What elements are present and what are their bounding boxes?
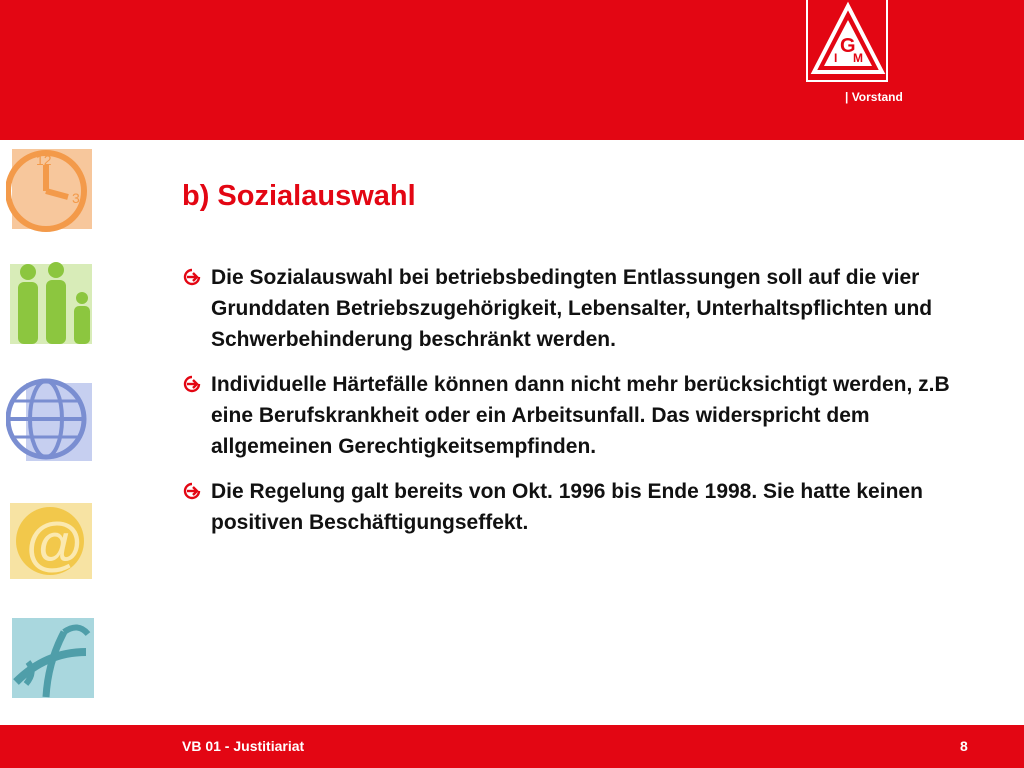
bullet-item xyxy=(182,262,982,355)
plant-icon xyxy=(6,612,96,702)
arrow-bullet-icon xyxy=(182,267,202,287)
svg-text:M: M xyxy=(853,51,863,65)
igm-logo xyxy=(806,0,888,82)
bullet-text: Die Sozialauswahl bei betriebsbedingten Entlassungen soll auf die vier Grunddaten Betriebszugehörigkeit, Lebensalter, Unterhaltspflichten und Schwerbehinderung beschränkt werden. xyxy=(211,266,933,351)
bullet-text: Individuelle Härtefälle können dann nicht mehr berücksichtigt werden, z.B eine Berufskrankheit oder ein Arbeitsunfall. Das widerspricht dem allgemeinen Gerechtigkeitsempfinden. xyxy=(211,373,950,458)
svg-text:G: G xyxy=(840,35,856,57)
globe-icon xyxy=(6,377,96,467)
svg-text:@: @ xyxy=(26,511,83,576)
slide-title: b) Sozialauswahl xyxy=(182,180,416,212)
family-icon xyxy=(6,258,96,348)
header-bar xyxy=(0,0,1024,140)
svg-text:12: 12 xyxy=(36,152,52,168)
at-sign-icon xyxy=(6,497,96,587)
bullet-item xyxy=(182,369,982,462)
department-label: | Vorstand xyxy=(845,90,903,104)
bullet-list xyxy=(182,262,982,552)
bullet-item xyxy=(182,476,982,538)
arrow-bullet-icon xyxy=(182,374,202,394)
clock-icon xyxy=(6,145,96,235)
bullet-text: Die Regelung galt bereits von Okt. 1996 bis Ende 1998. Sie hatte keinen positiven Beschäftigungseffekt. xyxy=(211,480,923,534)
arrow-bullet-icon xyxy=(182,481,202,501)
svg-text:3: 3 xyxy=(72,190,80,206)
page-number: 8 xyxy=(960,738,968,754)
footer-bar xyxy=(0,725,1024,768)
footer-label: VB 01 - Justitiariat xyxy=(182,738,305,754)
svg-text:I: I xyxy=(834,51,838,65)
